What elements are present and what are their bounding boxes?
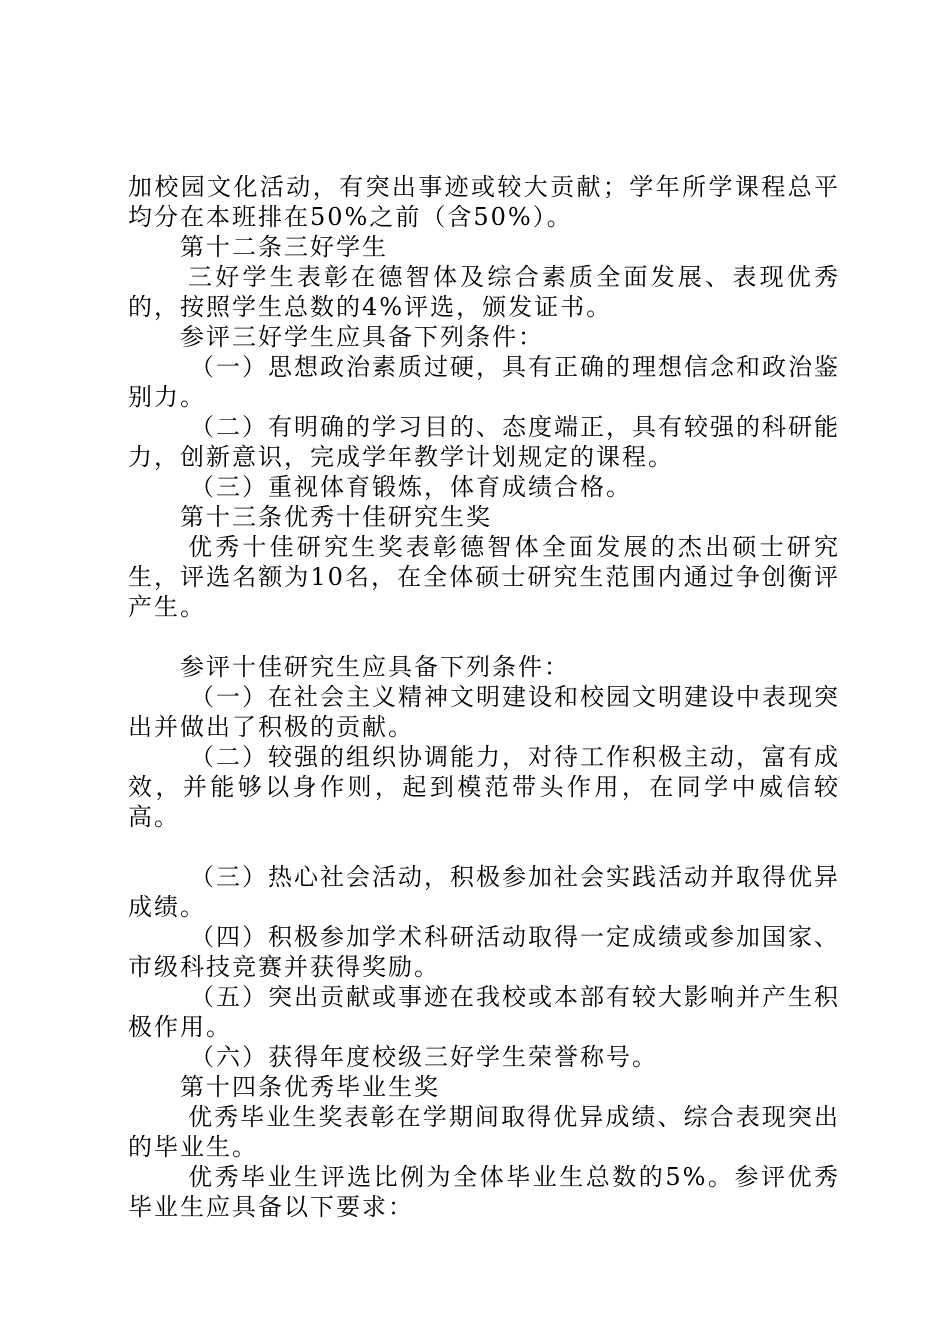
list-item: （二）有明确的学习目的、态度端正，具有较强的科研能力，创新意识，完成学年教学计划规定的课程。 bbox=[128, 413, 840, 471]
list-item: （三）热心社会活动，积极参加社会实践活动并取得优异成绩。 bbox=[128, 863, 840, 921]
article-heading-12: 第十二条三好学生 bbox=[180, 233, 388, 261]
list-item: （二）较强的组织协调能力，对待工作积极主动，富有成效，并能够以身作则，起到模范带头作用，在同学中威信较高。 bbox=[128, 743, 840, 831]
list-item: （一）思想政治素质过硬，具有正确的理想信念和政治鉴别力。 bbox=[128, 353, 840, 411]
list-item: （五）突出贡献或事迹在我校或本部有较大影响并产生积极作用。 bbox=[128, 983, 840, 1041]
paragraph: 参评三好学生应具备下列条件： bbox=[180, 323, 544, 351]
list-item: （三）重视体育锻炼，体育成绩合格。 bbox=[190, 473, 632, 501]
paragraph: 优秀十佳研究生奖表彰德智体全面发展的杰出硕士研究生，评选名额为10名，在全体硕士研究生范围内通过争创衡评产生。 bbox=[128, 533, 840, 621]
blank-line bbox=[128, 832, 840, 862]
document-body bbox=[128, 172, 840, 1222]
paragraph: 三好学生表彰在德智体及综合素质全面发展、表现优秀的，按照学生总数的4%评选，颁发证书。 bbox=[128, 263, 840, 321]
list-item: （四）积极参加学术科研活动取得一定成绩或参加国家、市级科技竞赛并获得奖励。 bbox=[128, 923, 840, 981]
list-item: （一）在社会主义精神文明建设和校园文明建设中表现突出并做出了积极的贡献。 bbox=[128, 683, 840, 741]
article-heading-13: 第十三条优秀十佳研究生奖 bbox=[180, 503, 492, 531]
paragraph: 优秀毕业生奖表彰在学期间取得优异成绩、综合表现突出的毕业生。 bbox=[128, 1103, 840, 1161]
article-heading-14: 第十四条优秀毕业生奖 bbox=[180, 1073, 440, 1101]
paragraph-continuation: 加校园文化活动，有突出事迹或较大贡献；学年所学课程总平均分在本班排在50%之前（含50%）。 bbox=[128, 173, 840, 231]
paragraph: 优秀毕业生评选比例为全体毕业生总数的5%。参评优秀毕业生应具备以下要求： bbox=[128, 1163, 840, 1221]
paragraph: 参评十佳研究生应具备下列条件： bbox=[180, 653, 570, 681]
list-item: （六）获得年度校级三好学生荣誉称号。 bbox=[190, 1043, 658, 1071]
blank-line bbox=[128, 622, 840, 652]
